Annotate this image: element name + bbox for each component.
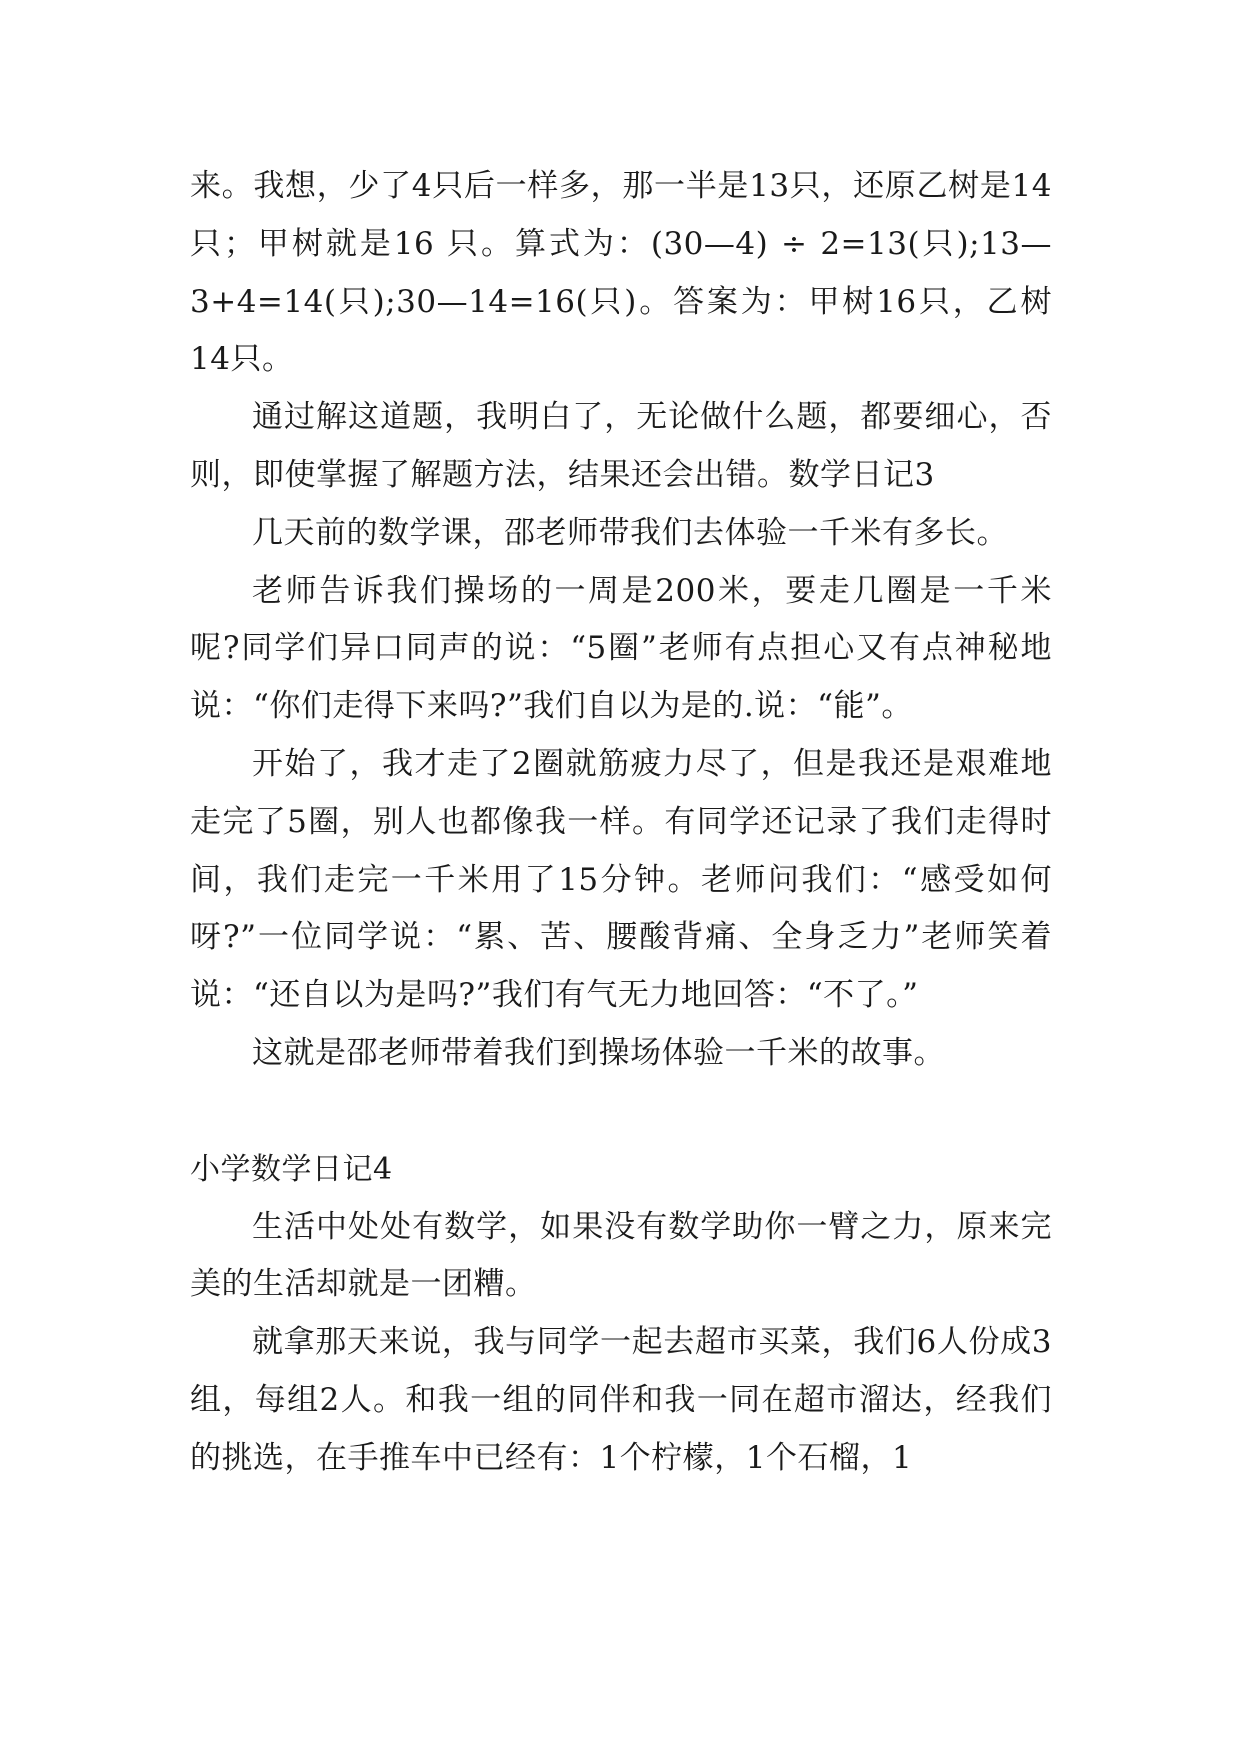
paragraph-conclusion: 这就是邵老师带着我们到操场体验一千米的故事。 xyxy=(252,1034,945,1071)
paragraph-diary3-intro: 几天前的数学课，邵老师带我们去体验一千米有多长。 xyxy=(252,514,1008,551)
paragraph-continuation: 来。我想，少了4只后一样多，那一半是13只，还原乙树是14 只；甲树就是16 只。算式为：(30—4) ÷ 2=13(只);13—3+4=14(只);30—14=16(只)。答案为：甲树16只，乙树14只。 xyxy=(190,168,1052,378)
paragraph-reflection: 通过解这道题，我明白了，无论做什么题，都要细心，否则，即使掌握了解题方法，结果还会出错。数学日记3 xyxy=(190,399,1052,493)
paragraph-teacher-question: 老师告诉我们操场的一周是200米，要走几圈是一千米呢?同学们异口同声的说：“5圈”老师有点担心又有点神秘地说：“你们走得下来吗?”我们自以为是的.说：“能”。 xyxy=(190,572,1052,725)
paragraph-supermarket: 就拿那天来说，我与同学一起去超市买菜，我们6人份成3组，每组2人。和我一组的同伴和我一同在超市溜达，经我们的挑选，在手推车中已经有：1个柠檬，1个石榴，1 xyxy=(190,1324,1052,1476)
paragraph-math-in-life: 生活中处处有数学，如果没有数学助你一臂之力，原来完美的生活却就是一团糟。 xyxy=(190,1208,1052,1303)
paragraph-walk: 开始了，我才走了2圈就筋疲力尽了，但是我还是艰难地走完了5圈，别人也都像我一样。有同学还记录了我们走得时间，我们走完一千米用了15分钟。老师问我们：“感受如何呀?”一位同学说：“累、苦、腰酸背痛、全身乏力”老师笑着说：“还自以为是吗?”我们有气无力地回答：“不了。” xyxy=(190,745,1052,1014)
section-heading: 小学数学日记4 xyxy=(190,1151,393,1187)
document-page xyxy=(190,158,1052,1488)
